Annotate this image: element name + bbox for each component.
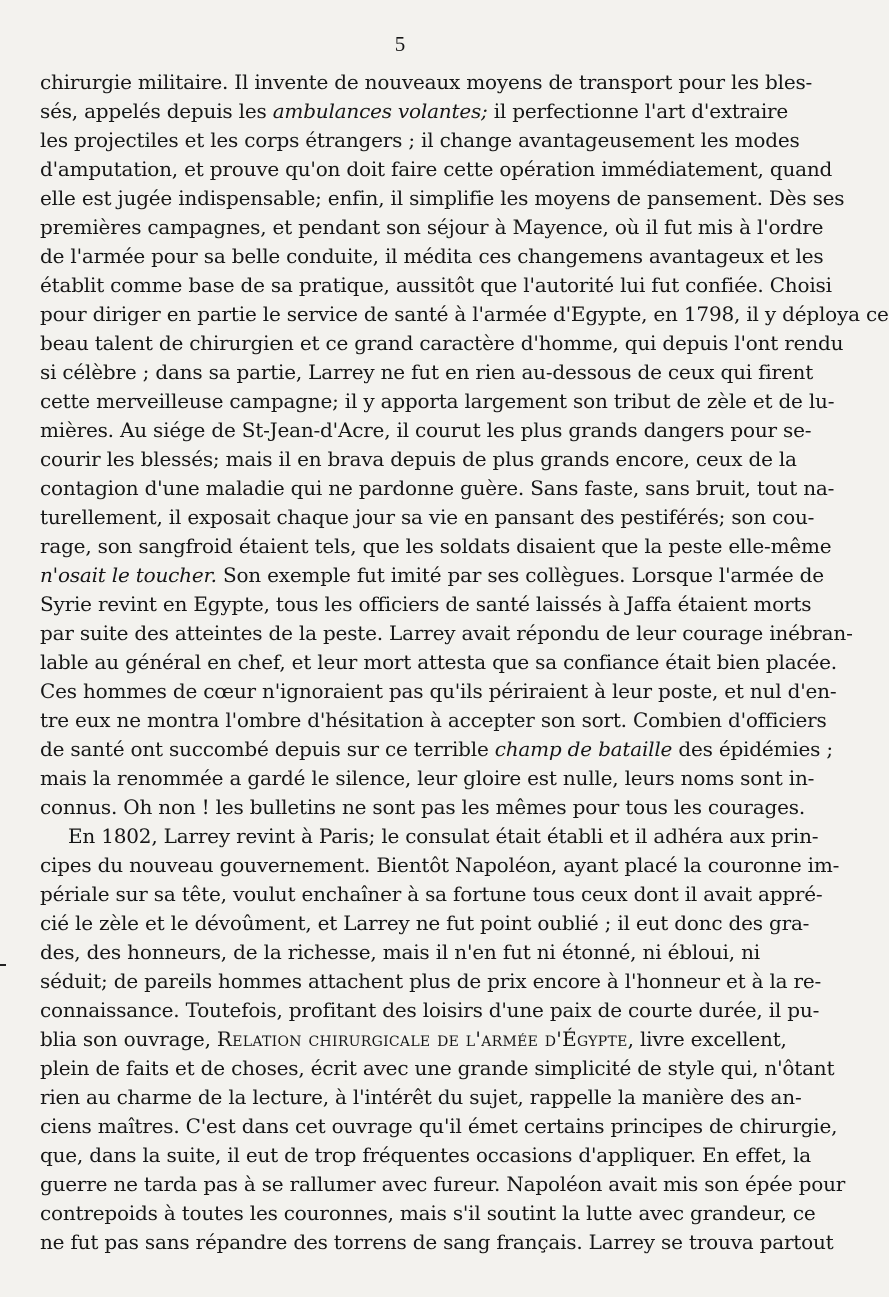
body-text [40,68,889,1257]
text-run: contrepoids à toutes les couronnes, mais s'il soutint la lutte avec grandeur, ce [40,1201,816,1225]
paragraph [40,822,846,1257]
text-run: courir les blessés; mais il en brava depuis de plus grands encore, ceux de la [40,447,797,471]
text-line [40,648,837,677]
italic-run: champ de bataille [494,737,673,761]
italic-run: ambulances volantes; [272,99,488,123]
text-line [40,97,789,126]
text-line [40,1083,802,1112]
text-line [40,68,813,97]
text-line [40,735,833,764]
text-line [40,387,835,416]
text-line [40,1112,838,1141]
text-run: connaissance. Toutefois, profitant des loisirs d'une paix de courte durée, il pu- [40,998,820,1022]
text-run: plein de faits et de choses, écrit avec une grande simplicité de style qui, n'ôtant [40,1056,835,1080]
text-line [40,793,805,822]
small-caps-title: Relation chirurgicale de l'armée d'Égypte [216,1027,628,1051]
text-run: Syrie revint en Egypte, tous les officiers de santé laissés à Jaffa étaient morts [40,592,812,616]
margin-mark [0,964,6,966]
text-line [40,1025,787,1054]
text-run: établit comme base de sa pratique, aussitôt que l'autorité lui fut confiée. Choisi [40,273,832,297]
text-run: elle est jugée indispensable; enfin, il simplifie les moyens de pansement. Dès ses [40,186,845,210]
text-line [40,764,815,793]
text-run: pour diriger en partie le service de santé à l'armée d'Egypte, en 1798, il y déploya ce [40,302,889,326]
text-line [40,1228,834,1257]
italic-run: n'osait le toucher. [40,563,217,587]
text-run: connus. Oh non ! les bulletins ne sont pas les mêmes pour tous les courages. [40,795,805,819]
text-run: sés, appelés depuis les [40,99,273,123]
text-run: il perfectionne l'art d'extraire [487,99,789,123]
text-run: En 1802, Larrey revint à Paris; le consulat était établi et il adhéra aux prin- [68,824,819,848]
text-line [40,561,824,590]
text-line [40,213,824,242]
text-line [40,822,819,851]
text-line [40,329,844,358]
paragraph [40,68,889,822]
text-line [40,1141,811,1170]
text-line [40,619,853,648]
text-run: ciens maîtres. C'est dans cet ouvrage qu'il émet certains principes de chirurgie, [40,1114,838,1138]
text-run: rage, son sangfroid étaient tels, que les soldats disaient que la peste elle-même [40,534,832,558]
text-run: chirurgie militaire. Il invente de nouveaux moyens de transport pour les bles- [40,70,813,94]
text-line [40,155,833,184]
text-run: des épidémies ; [672,737,833,761]
text-run: mais la renommée a gardé le silence, leur gloire est nulle, leurs noms sont in- [40,766,815,790]
text-line [40,300,889,329]
text-line [40,184,845,213]
text-run: périale sur sa tête, voulut enchaîner à sa fortune tous ceux dont il avait appré- [40,882,823,906]
text-run: guerre ne tarda pas à se rallumer avec fureur. Napoléon avait mis son épée pour [40,1172,846,1196]
text-run: d'amputation, et prouve qu'on doit faire cette opération immédiatement, quand [40,157,833,181]
text-line [40,503,815,532]
text-line [40,271,832,300]
text-line [40,532,832,561]
text-run: des, des honneurs, de la richesse, mais il n'en fut ni étonné, ni ébloui, ni [40,940,760,964]
text-run: si célèbre ; dans sa partie, Larrey ne fut en rien au-dessous de ceux qui firent [40,360,814,384]
text-run: de l'armée pour sa belle conduite, il médita ces changemens avantageux et les [40,244,824,268]
text-line [40,242,824,271]
text-run: ne fut pas sans répandre des torrens de sang français. Larrey se trouva partout [40,1230,834,1254]
text-line [40,126,800,155]
text-run: Son exemple fut imité par ses collègues. Lorsque l'armée de [216,563,824,587]
text-line [40,909,810,938]
text-line [40,938,760,967]
text-line [40,474,835,503]
text-line [40,996,820,1025]
text-line [40,706,827,735]
text-run: mières. Au siége de St-Jean-d'Acre, il courut les plus grands dangers pour se- [40,418,812,442]
text-run: beau talent de chirurgien et ce grand caractère d'homme, qui depuis l'ont rendu [40,331,844,355]
text-line [40,358,814,387]
text-run: de santé ont succombé depuis sur ce terrible [40,737,495,761]
text-run: séduit; de pareils hommes attachent plus de prix encore à l'honneur et à la re- [40,969,822,993]
text-run: contagion d'une maladie qui ne pardonne guère. Sans faste, sans bruit, tout na- [40,476,835,500]
text-run: cipes du nouveau gouvernement. Bientôt Napoléon, ayant placé la couronne im- [40,853,840,877]
text-run: , livre excellent, [627,1027,787,1051]
text-line [40,590,812,619]
text-run: les projectiles et les corps étrangers ; il change avantageusement les modes [40,128,800,152]
text-run: que, dans la suite, il eut de trop fréquentes occasions d'appliquer. En effet, la [40,1143,811,1167]
text-line [40,1054,835,1083]
text-run: rien au charme de la lecture, à l'intérêt du sujet, rappelle la manière des an- [40,1085,802,1109]
text-line [40,1170,846,1199]
text-run: turellement, il exposait chaque jour sa vie en pansant des pestiférés; son cou- [40,505,815,529]
text-run: cié le zèle et le dévoûment, et Larrey ne fut point oublié ; il eut donc des gra- [40,911,810,935]
text-run: cette merveilleuse campagne; il y apporta largement son tribut de zèle et de lu- [40,389,835,413]
text-line [40,677,837,706]
text-run: blia son ouvrage, [40,1027,217,1051]
text-line [40,851,840,880]
page-number: 5 [394,32,406,56]
text-line [40,416,812,445]
text-run: Ces hommes de cœur n'ignoraient pas qu'ils périraient à leur poste, et nul d'en- [40,679,837,703]
text-line [40,967,822,996]
text-run: par suite des atteintes de la peste. Larrey avait répondu de leur courage inébran- [40,621,853,645]
text-run: tre eux ne montra l'ombre d'hésitation à accepter son sort. Combien d'officiers [40,708,827,732]
text-line [40,445,797,474]
text-run: lable au général en chef, et leur mort attesta que sa confiance était bien placée. [40,650,837,674]
text-line [40,880,823,909]
text-line [40,1199,816,1228]
text-run: premières campagnes, et pendant son séjour à Mayence, où il fut mis à l'ordre [40,215,824,239]
